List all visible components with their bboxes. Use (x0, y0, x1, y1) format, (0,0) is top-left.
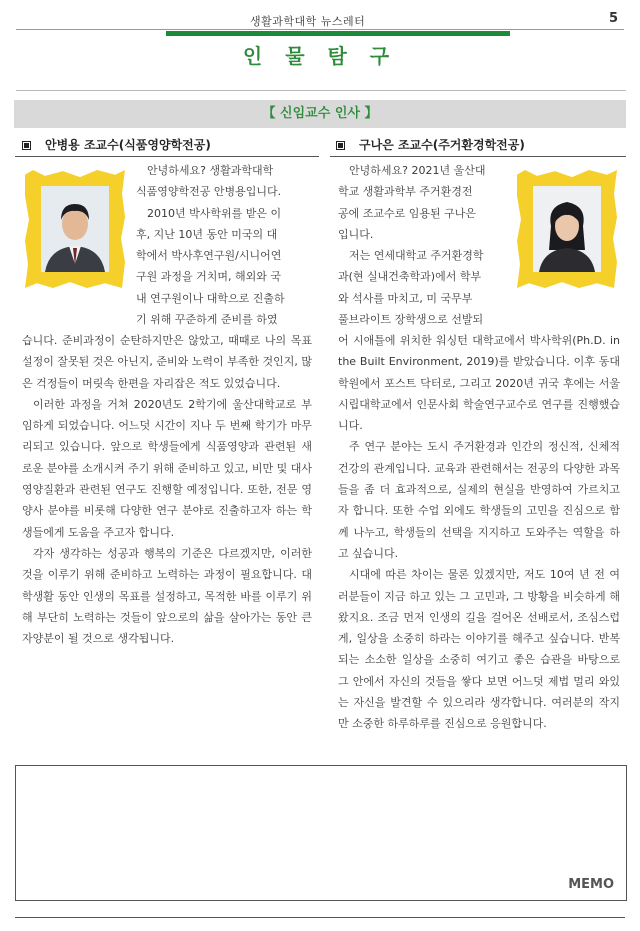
right-wrap-line: 와 석사를 마치고, 미 국무부 (338, 291, 473, 305)
newsletter-title: 생활과학대학 뉴스레터 (250, 15, 366, 28)
left-body-text (22, 330, 312, 649)
right-paragraph: 주 연구 분야는 도시 주거환경과 인간의 정신적, 신체적 건강의 관계입니다. 교육과 관련해서는 전공의 다양한 과목들을 좀 더 효과적으로, 실제의 현실을 반영하여 가르치고자 합니다. 또한 수업 외에도 학생들의 고민을 진심으로 함께 나누고, 학생들의 선택을 지지하고 도와주는 역할을 하고 싶습니다. (338, 440, 620, 560)
right-body-text (338, 330, 620, 735)
right-heading-rule (330, 156, 626, 157)
left-intro-text (136, 160, 310, 330)
right-paragraph: 시대에 따른 차이는 물론 있겠지만, 저도 10여 년 전 여러분들이 지금 하고 있는 그 고민과, 그 방황을 비슷하게 해왔지요. 조금 먼저 인생의 길을 걸어온 선배로서, 조심스럽게, 일상을 소중히 하라는 이야기를 해주고 싶습니다. 반복되는 소소한 일상을 소중히 여기고 좋은 습관을 바탕으로 그 안에서 자신의 것들을 쌓다 보면 어느덧 제법 멀리 와있는 자신을 발견할 수 있으리라 생각합니다. 여러분의 작지만 소중한 하루하루를 진심으로 응원합니다. (338, 568, 620, 731)
left-paragraph: 이러한 과정을 거쳐 2020년도 2학기에 울산대학교로 부임하게 되었습니다. 어느덧 시간이 지나 두 번째 학기가 마무리되고 있습니다. 앞으로 학생들에게 식품영양과 관련된 새로운 분야를 소개시켜 주기 위해 준비하고 있고, 비만 및 대사영양질환과 관련된 연구도 진행할 예정입니다. 또한, 전문 영양사 분야를 비롯해 다양한 연구 분야로 진출하고자 하는 학생들에게 도움을 주고자 합니다. (22, 397, 312, 539)
portrait-woman-icon (533, 186, 601, 272)
right-heading-text: 구나은 조교수(주거환경학전공) (359, 138, 525, 152)
page-number: 5 (609, 11, 619, 26)
memo-label: MEMO (568, 877, 614, 892)
right-wrap-line: 입니다. (338, 227, 374, 241)
left-portrait-photo (41, 186, 109, 272)
left-wrap-line: 구원 과정을 거치며, 해외와 국 (136, 270, 281, 284)
right-paragraph: 어 시애틀에 위치한 워싱턴 대학교에서 박사학위(Ph.D. in the Built Environment, 2019)를 받았습니다. 이후 동대학원에서 포스트 닥터로, 그리고 2020년 귀국 후에는 서울시립대학교에서 인문사회 학술연구교수로 연구를 진행했습니다. (338, 334, 620, 433)
left-wrap-line: 안녕하세요? 생활과학대학 (147, 164, 274, 177)
left-wrap-line: 식품영양학전공 안병용입니다. (136, 185, 282, 199)
left-wrap-line: 내 연구원이나 대학으로 진출하 (136, 291, 285, 305)
left-paragraph: 습니다. 준비과정이 순탄하지만은 않았고, 때때로 나의 목표설정이 잘못된 것은 아닌지, 준비와 노력이 부족한 것인지, 많은 걱정들이 머릿속 한편을 자리잡은 적도 있었습니다. (22, 334, 312, 390)
header-divider (16, 29, 624, 30)
left-wrap-line: 학에서 박사후연구원/시니어연 (136, 249, 282, 263)
right-wrap-line: 과(현 실내건축학과)에서 학부 (338, 270, 482, 284)
right-intro-text (338, 160, 512, 330)
right-wrap-line: 안녕하세요? 2021년 울산대 (349, 164, 486, 177)
right-wrap-line: 학교 생활과학부 주거환경전 (338, 185, 473, 199)
section-banner: 【 신임교수 인사 】 (14, 100, 626, 128)
left-wrap-line: 2010년 박사학위를 받은 이 (147, 206, 282, 220)
right-photo-frame (517, 170, 617, 288)
bottom-rule (15, 917, 625, 918)
right-column-heading (336, 135, 525, 155)
bullet-square-icon (336, 141, 345, 150)
right-wrap-line: 공에 조교수로 임용된 구나은 (338, 206, 477, 220)
right-wrap-line: 풀브라이트 장학생으로 선발되 (338, 313, 484, 327)
left-paragraph: 각자 생각하는 성공과 행복의 기준은 다르겠지만, 이러한 것을 이루기 위해 준비하고 노력하는 과정이 필요합니다. 대학생활 동안 인생의 목표를 설정하고, 목적한 바를 이루기 위해 부단히 노력하는 것들이 앞으로의 삶을 살아가는 동안 큰 자양분이 될 것으로 생각됩니다. (22, 546, 312, 646)
memo-box[interactable] (15, 765, 627, 901)
header-accent-bar (166, 31, 510, 36)
right-wrap-line: 저는 연세대학교 주거환경학 (349, 249, 484, 263)
section-title: 인 물 탐 구 (242, 44, 398, 68)
left-heading-text: 안병용 조교수(식품영양학전공) (45, 138, 211, 152)
left-wrap-line: 기 위해 꾸준하게 준비를 하였 (136, 313, 278, 327)
left-wrap-line: 후, 지난 10년 동안 미국의 대 (136, 227, 278, 241)
top-divider (16, 90, 626, 91)
bullet-square-icon (22, 141, 31, 150)
left-heading-rule (15, 156, 319, 157)
left-photo-frame (25, 170, 125, 288)
portrait-man-icon (41, 186, 109, 272)
right-portrait-photo (533, 186, 601, 272)
left-column-heading (22, 135, 211, 155)
